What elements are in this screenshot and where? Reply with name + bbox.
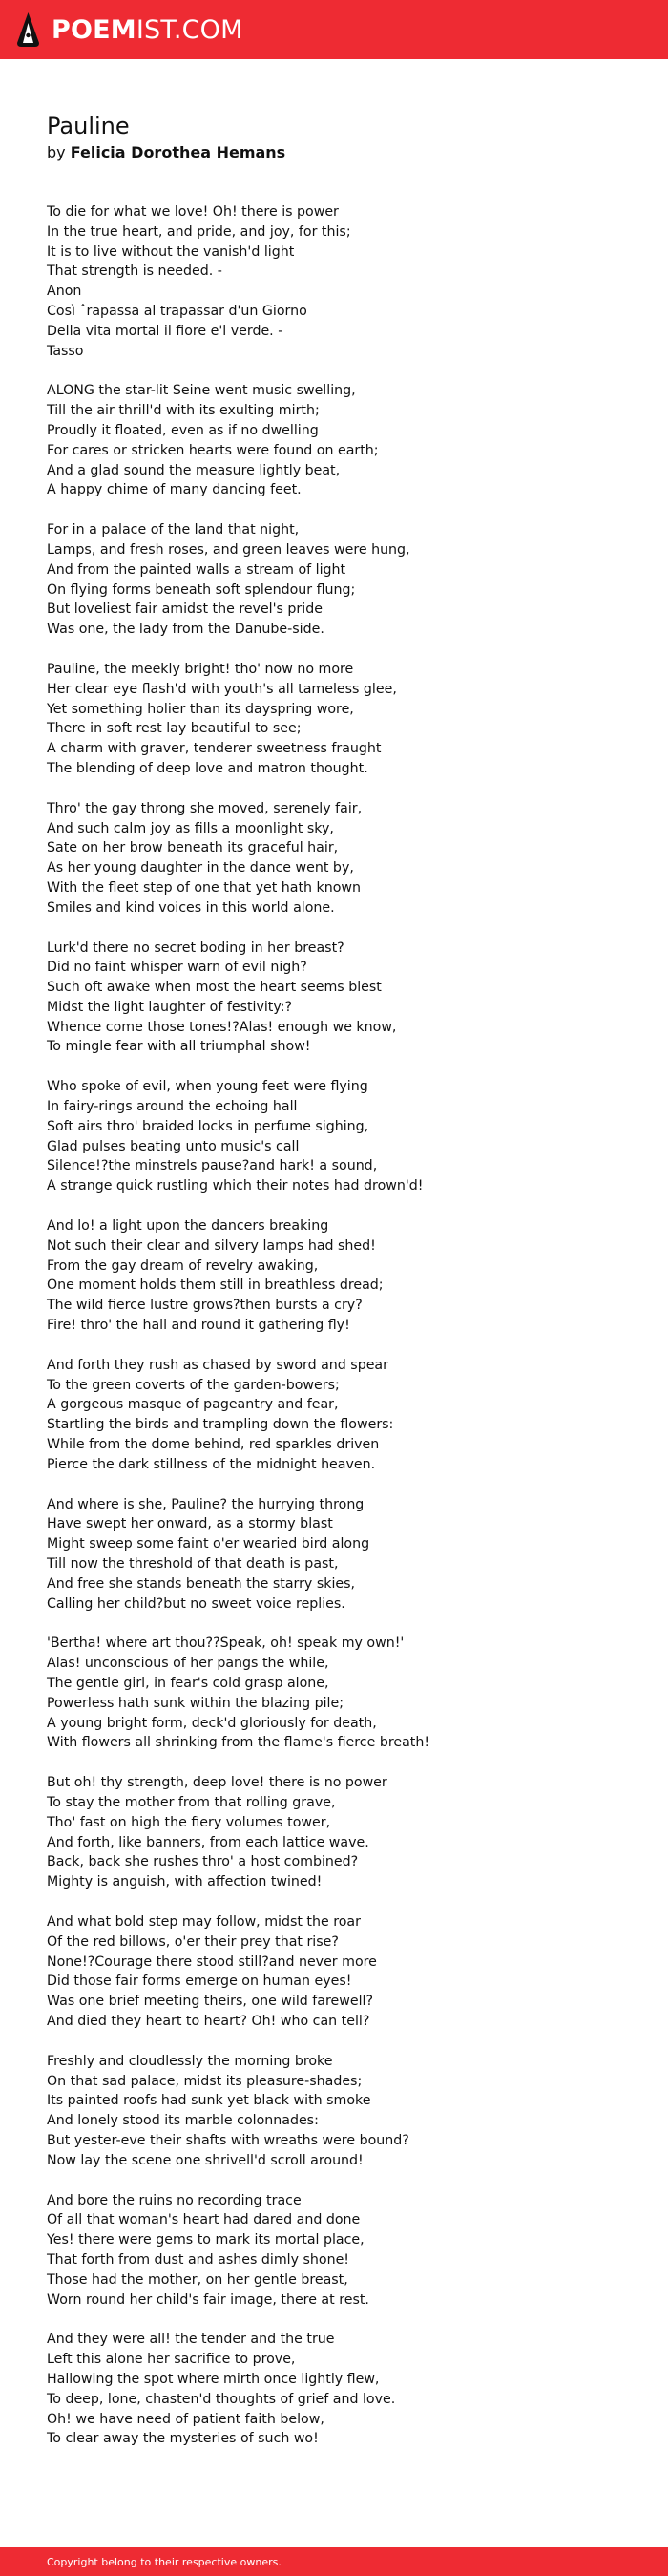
poem-line: Not such their clear and silvery lamps had shed! (47, 1237, 376, 1254)
poem-line: Silence!?the minstrels pause?and hark! a sound, (47, 1158, 378, 1174)
poem-line: And lo! a light upon the dancers breaking (47, 1218, 329, 1235)
poem-line: Was one brief meeting theirs, one wild farewell? (47, 1994, 373, 2010)
poem-line: Did no faint whisper warn of evil nigh? (47, 960, 307, 976)
poem-line: On flying forms beneath soft splendour flung; (47, 581, 356, 598)
poem-stanza (47, 381, 638, 500)
poem-line: It is to live without the vanish'd light (47, 243, 295, 260)
poem-line: And a glad sound the measure lightly beat, (47, 462, 341, 478)
poem-line: Now lay the scene one shrivell'd scroll around! (47, 2152, 364, 2168)
poem-line: Have swept her onward, as a stormy blast (47, 1516, 333, 1532)
poem-line: The gentle girl, in fear's cold grasp alone, (47, 1676, 329, 1691)
poem-line: Back, back she rushes thro' a host combined? (47, 1854, 359, 1870)
poem-line: And from the painted walls a stream of light (47, 561, 346, 578)
site-header (0, 0, 668, 59)
poem-line: And where is she, Pauline? the hurrying throng (47, 1496, 365, 1512)
poem-line: Yet something holier than its dayspring wore, (47, 701, 354, 717)
poem-line: As her young daughter in the dance went by, (47, 860, 354, 876)
poem-line: Calling her child?but no sweet voice replies. (47, 1595, 345, 1612)
poem-line: Worn round her child's fair image, there at rest. (47, 2291, 369, 2308)
poem-line: A young bright form, deck'd gloriously for death, (47, 1715, 377, 1731)
poem-line: Della vita mortal il fiore e'l verde. - (47, 323, 283, 339)
poem-line: But loveliest fair amidst the revel's pride (47, 602, 323, 618)
by-label: by (47, 143, 66, 161)
poem-line: Yes! there were gems to mark its mortal place, (47, 2232, 365, 2249)
poem-line: Smiles and kind voices in this world alone. (47, 899, 335, 916)
poem-line: 'Bertha! where art thou??Speak, oh! speak my own!' (47, 1636, 405, 1652)
poem-line: Powerless hath sunk within the blazing pile; (47, 1695, 344, 1711)
poem-stanza (47, 1634, 638, 1753)
poem-line: And bore the ruins no recording trace (47, 2192, 302, 2208)
poem-line: Freshly and cloudlessly the morning broke (47, 2053, 333, 2069)
poem-line: Its painted roofs had sunk yet black with smoke (47, 2093, 371, 2109)
poem-line: Lurk'd there no secret boding in her breast? (47, 940, 344, 956)
poem-line: To stay the mother from that rolling grave, (47, 1794, 336, 1810)
poem-line: Pierce the dark stillness of the midnight heaven. (47, 1456, 376, 1472)
byline (47, 143, 638, 162)
poem-line: And forth, like banners, from each lattice wave. (47, 1834, 369, 1850)
poem-line: Tasso (47, 343, 84, 359)
poem-line: For in a palace of the land that night, (47, 522, 300, 538)
poem-line: And what bold step may follow, midst the roar (47, 1913, 361, 1930)
poem-line: ALONG the star-lit Seine went music swelling, (47, 383, 356, 399)
poem-stanza (47, 1495, 638, 1615)
poem-line: Of the red billows, o'er their prey that rise? (47, 1933, 339, 1950)
poem-line: Those had the mother, on her gentle breast, (47, 2271, 348, 2288)
poem-line: Of all that woman's heart had dared and done (47, 2212, 361, 2228)
poem-line: Till now the threshold of that death is past, (47, 1556, 339, 1573)
poem-stanza (47, 202, 638, 361)
poem-line: Was one, the lady from the Danube-side. (47, 622, 324, 638)
poem-line: Soft airs thro' braided locks in perfume sighing, (47, 1118, 369, 1134)
poem-stanza (47, 1356, 638, 1475)
poem-line: In fairy-rings around the echoing hall (47, 1099, 298, 1115)
poem-line: The blending of deep love and matron thought. (47, 760, 368, 776)
poem-line: To mingle fear with all triumphal show! (47, 1039, 311, 1055)
poem-line: Till the air thrill'd with its exulting mirth; (47, 403, 320, 419)
poem-stanza (47, 520, 638, 640)
poem-line: A strange quick rustling which their notes had drown'd! (47, 1178, 424, 1194)
poem-line: Tho' fast on high the fiery volumes tower, (47, 1814, 331, 1830)
poem-stanza (47, 2330, 638, 2449)
poem-body (47, 202, 638, 2449)
poem-line: Anon (47, 284, 82, 300)
poem-stanza (47, 1773, 638, 1892)
poem-line: Such oft awake when most the heart seems blest (47, 980, 382, 996)
poem-line: But oh! thy strength, deep love! there is no power (47, 1775, 387, 1791)
poem-line: And free she stands beneath the starry skies, (47, 1575, 356, 1592)
poem-line: Così ˆrapassa al trapassar d'un Giorno (47, 303, 307, 319)
poem-line: Hallowing the spot where mirth once lightly flew, (47, 2371, 380, 2387)
poem-line: In the true heart, and pride, and joy, for this; (47, 223, 351, 240)
poem-line: That forth from dust and ashes dimly shone! (47, 2251, 349, 2268)
poem-content (47, 113, 638, 2469)
poem-stanza (47, 660, 638, 779)
poem-line: Oh! we have need of patient faith below, (47, 2411, 324, 2427)
author-name[interactable]: Felicia Dorothea Hemans (70, 143, 286, 161)
poem-line: For cares or stricken hearts were found on earth; (47, 442, 379, 458)
poem-line: Thro' the gay throng she moved, serenely fair, (47, 800, 363, 816)
poem-stanza (47, 2052, 638, 2171)
site-logo[interactable] (17, 12, 243, 47)
poem-line: Alas! unconscious of her pangs the while, (47, 1656, 329, 1672)
poem-stanza (47, 1216, 638, 1336)
poem-line: To die for what we love! Oh! there is power (47, 204, 339, 220)
poem-line: Whence come those tones!?Alas! enough we know, (47, 1019, 397, 1035)
poem-line: There in soft rest lay beautiful to see; (47, 721, 302, 737)
poem-line: Her clear eye flash'd with youth's all tameless glee, (47, 681, 397, 697)
poem-stanza (47, 1077, 638, 1196)
poem-line: From the gay dream of revelry awaking, (47, 1257, 319, 1274)
poem-line: Lamps, and fresh roses, and green leaves were hung, (47, 541, 410, 558)
poem-line: And forth they rush as chased by sword and spear (47, 1357, 388, 1373)
poem-stanza (47, 2191, 638, 2311)
poem-line: Proudly it floated, even as if no dwelling (47, 422, 319, 438)
poem-line: And such calm joy as fills a moonlight sky, (47, 820, 334, 836)
poem-line: On that sad palace, midst its pleasure-shades; (47, 2073, 363, 2089)
poem-line: A happy chime of many dancing feet. (47, 482, 302, 498)
poem-line: To clear away the mysteries of such wo! (47, 2431, 319, 2447)
poem-line: Mighty is anguish, with affection twined! (47, 1874, 323, 1890)
poem-line: Pauline, the meekly bright! tho' now no more (47, 661, 354, 677)
poem-stanza (47, 1912, 638, 2032)
poem-line: And died they heart to heart? Oh! who can tell? (47, 2013, 370, 2029)
poem-line: Did those fair forms emerge on human eyes! (47, 1974, 352, 1990)
copyright-text: Copyright belong to their respective owners. (47, 2555, 282, 2568)
poem-line: None!?Courage there stood still?and never more (47, 1953, 377, 1970)
poem-line: And they were all! the tender and the true (47, 2332, 335, 2348)
poem-line: Might sweep some faint o'er wearied bird along (47, 1536, 370, 1552)
poem-line: Glad pulses beating unto music's call (47, 1138, 300, 1154)
poem-line: With flowers all shrinking from the flame's fierce breath! (47, 1735, 430, 1751)
poem-line: To deep, lone, chasten'd thoughts of grief and love. (47, 2391, 396, 2407)
poem-line: Who spoke of evil, when young feet were flying (47, 1079, 368, 1095)
quill-nib-icon (17, 12, 39, 47)
poem-line: A charm with graver, tenderer sweetness fraught (47, 741, 382, 757)
poem-line: Startling the birds and trampling down the flowers: (47, 1417, 394, 1433)
poem-line: Fire! thro' the hall and round it gathering fly! (47, 1318, 350, 1334)
logo-text: POEMIST.COM (52, 14, 243, 45)
poem-stanza (47, 939, 638, 1058)
poem-line: The wild fierce lustre grows?then bursts a cry? (47, 1298, 363, 1314)
poem-line: To the green coverts of the garden-bowers; (47, 1377, 340, 1393)
poem-title: Pauline (47, 113, 130, 139)
poem-stanza (47, 799, 638, 918)
poem-line: That strength is needed. - (47, 264, 222, 280)
poem-line: Sate on her brow beneath its graceful hair, (47, 840, 339, 856)
site-footer (0, 2547, 668, 2576)
poem-line: While from the dome behind, red sparkles driven (47, 1437, 380, 1453)
poem-line: One moment holds them still in breathless dread; (47, 1277, 384, 1294)
poem-line: With the fleet step of one that yet hath known (47, 879, 362, 896)
poem-line: Midst the light laughter of festivity:? (47, 999, 293, 1015)
poem-line: A gorgeous masque of pageantry and fear, (47, 1397, 339, 1413)
poem-line: But yester-eve their shafts with wreaths were bound? (47, 2132, 409, 2148)
poem-line: Left this alone her sacrifice to prove, (47, 2352, 296, 2368)
poem-line: And lonely stood its marble colonnades: (47, 2113, 319, 2129)
